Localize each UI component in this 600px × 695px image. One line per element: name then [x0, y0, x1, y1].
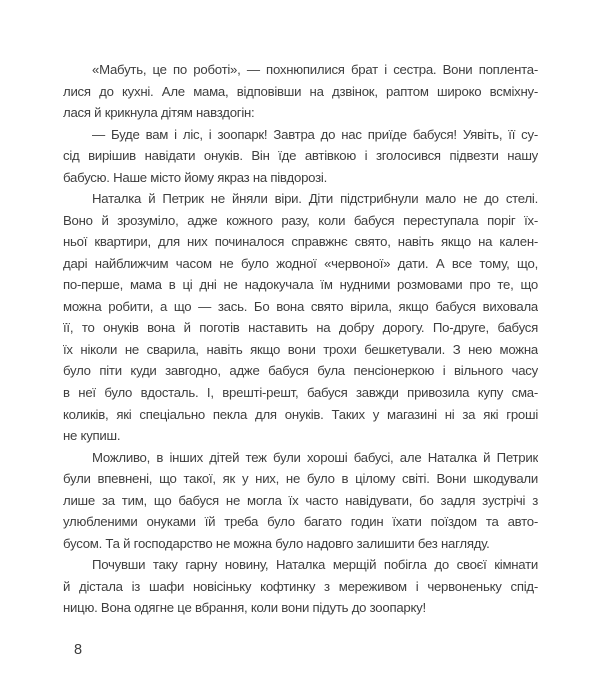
text-line: й дістала із шафи новісіньку кофтинку з мереживом і червоненьку спід- [63, 578, 538, 594]
paragraph [63, 124, 538, 189]
paragraph [63, 188, 538, 446]
text-block [63, 59, 538, 619]
text-line: Наталка й Петрик не йняли віри. Діти підстрибнули мало не до стелі. [92, 191, 538, 207]
text-line: лася й крикнула дітям навздогін: [63, 105, 255, 121]
text-line: Можливо, в інших дітей теж були хороші бабусі, але Наталка й Петрик [92, 449, 538, 465]
text-line: ницю. Вона одягне це вбрання, коли вони підуть до зоопарку! [63, 600, 426, 616]
paragraph [63, 59, 538, 124]
text-line: по-перше, мама в ці дні не надокучала їм нудними розмовами про те, що [63, 277, 538, 293]
text-line: — Буде вам і ліс, і зоопарк! Завтра до нас приїде бабуся! Уявіть, її су- [92, 126, 538, 142]
text-line: можна робити, а що — зась. Бо вона свято вірила, якщо бабуся виховала [63, 298, 538, 314]
paragraph [63, 554, 538, 619]
text-line: бабусю. Наше місто йому якраз на півдорозі. [63, 169, 327, 185]
text-line: було піти куди завгодно, адже бабуся була пенсіонеркою і вільного часу [63, 363, 538, 379]
text-line: коликів, які спеціально пекла для онуків. Таких у магазині ні за які гроші [63, 406, 538, 422]
text-line: Воно й зрозуміло, адже кожного разу, коли бабуся переступала поріг їх- [63, 212, 538, 228]
text-line: Почувши таку гарну новину, Наталка мерщій побігла до своєї кімнати [92, 557, 538, 573]
text-line: лися до кухні. Але мама, відповівши на дзвінок, раптом широко всміхну- [63, 83, 538, 99]
text-line: сід вирішив навідати онуків. Він їде автівкою і зголосився підвезти нашу [63, 148, 538, 164]
text-line: її, то онуків вона й поготів наставить на добру дорогу. По-друге, бабуся [63, 320, 538, 336]
text-line: лише за тим, що бабуся не могла їх часто навідувати, бо задля зустрічі з [63, 492, 538, 508]
text-line: улюбленими онуками їй треба було багато годин їхати поїздом та авто- [63, 514, 538, 530]
text-line: бусом. Та й господарство не можна було надовго залишити без нагляду. [63, 535, 490, 551]
text-line: їх ніколи не сварила, навіть якщо вони трохи бешкетували. З нею можна [63, 341, 538, 357]
text-line: в неї було вдосталь. І, врешті-решт, бабуся завжди привозила купу сма- [63, 384, 538, 400]
text-line: не купиш. [63, 428, 121, 444]
text-line: «Мабуть, це по роботі», — похнюпилися брат і сестра. Вони поплента- [92, 62, 538, 77]
text-line: ньої квартири, для них починалося справжнє свято, навіть якщо на кален- [63, 234, 538, 250]
paragraph [63, 447, 538, 555]
page-number: 8 [74, 642, 83, 658]
text-line: дарі найближчим часом не було жодної «червоної» дати. А все тому, що, [63, 255, 538, 271]
text-line: були впевнені, що такої, як у них, не було в цілому світі. Вони шкодували [63, 471, 538, 487]
